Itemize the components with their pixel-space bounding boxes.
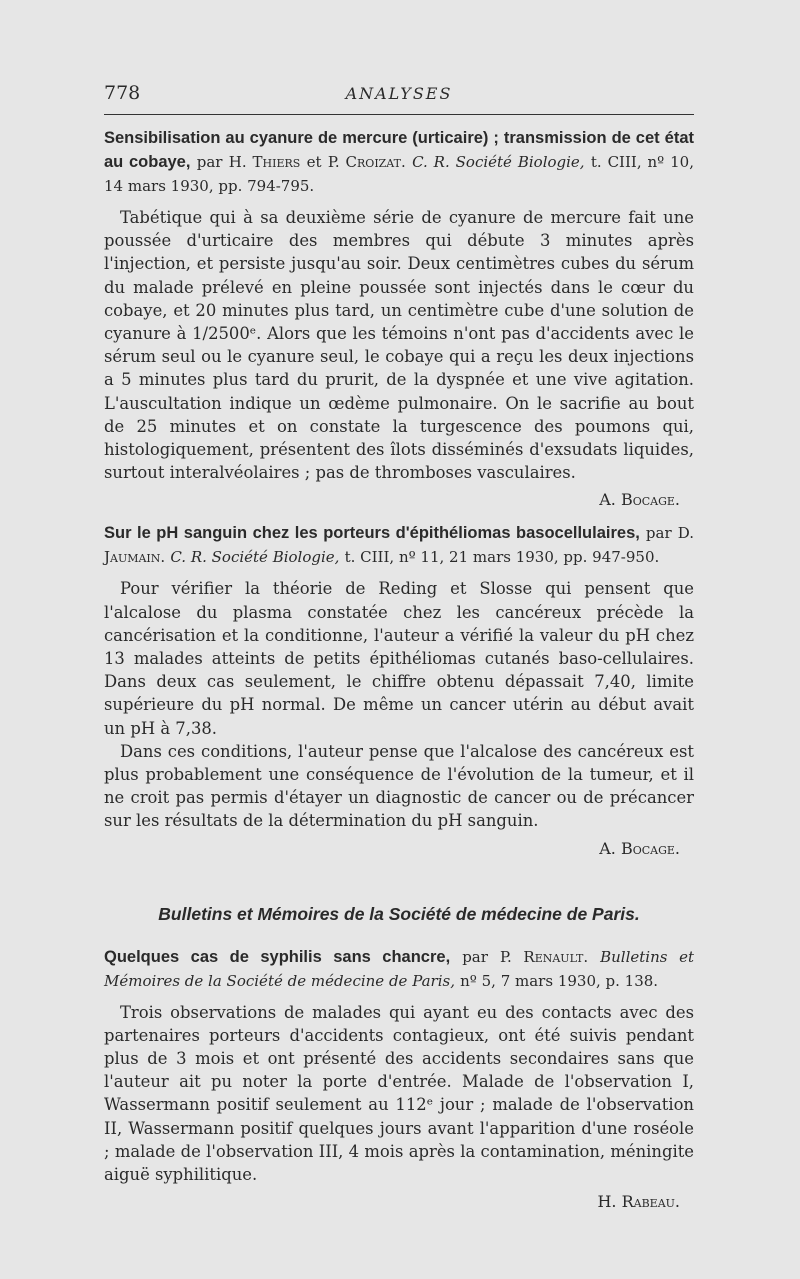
section-heading: Bulletins et Mémoires de la Société de médecine de Paris.: [158, 903, 640, 924]
citation: t. CIII, nº 11, 21 mars 1930, pp. 947-950.: [344, 548, 660, 567]
article-title: Quelques cas de syphilis sans chancre,: [104, 947, 451, 966]
journal: C. R. Société Biologie,: [170, 548, 340, 567]
article-heading: Quelques cas de syphilis sans chancre, par P. Renault. Bulletins et Mémoires de la Société de médecine de Paris, nº 5, 7 mars 1930, p. 138.: [104, 947, 695, 990]
running-title: ANALYSES: [345, 84, 453, 103]
page-number: 778: [104, 82, 141, 104]
article-title: Sur le pH sanguin chez les porteurs d'épithéliomas basocellulaires,: [104, 524, 640, 543]
citation: t. CIII, nº 10, 14 mars 1930, pp. 794-795.: [104, 153, 694, 195]
header-rule: [104, 114, 694, 115]
journal: C. R. Société Biologie,: [412, 153, 585, 171]
article-title: Sensibilisation au cyanure de mercure (urticaire) ; transmission de cet état au cobaye,: [104, 129, 694, 171]
author: P. Croizat.: [327, 153, 406, 171]
page-content: [104, 126, 694, 1213]
article-syphilis: [104, 945, 694, 1214]
article-body: Trois observations de malades qui ayant eu des contacts avec des partenaires porteurs d'accidents contagieux, ont été suivis pendant plus de 3 mois et ont présenté des accidents secondaires sans que l'auteur ait pu noter la porte d'entrée. Malade de l'observation I, Wassermann positif seulement au 112ᵉ jour ; malade de l'observation II, Wassermann positif quelques jours avant l'apparition d'une roséole ; malade de l'observation III, 4 mois après la contamination, méningite aiguë syphilitique.: [104, 1002, 694, 1185]
article-body: Pour vérifier la théorie de Reding et Slosse qui pensent que l'alcalose du plasma constatée chez les cancéreux précède la cancérisation et la conditionne, l'auteur a vérifié la valeur du pH chez 13 malades atteints de petits épithéliomas cutanés baso-cellulaires. Dans deux cas seulement, le chiffre obtenu dépassait 7,40, limite supérieure du pH normal. De même un cancer utérin au début avait un pH à 7,38.: [104, 579, 694, 738]
article-body: Tabétique qui à sa deuxième série de cyanure de mercure fait une poussée d'urticaire des membres qui débute 3 minutes après l'injection, et persiste jusqu'au soir. Deux centimètres cubes du sérum du malade prélevé en pleine poussée sont injectés dans le cœur du cobaye, et 20 minutes plus tard, un centimètre cube d'une solution de cyanure à 1/2500ᵉ. Alors que les témoins n'ont pas d'accidents avec le sérum seul ou le cyanure seul, le cobaye qui a reçu les deux injections a 5 minutes plus tard du prurit, de la dyspnée et une vive agitation. L'auscultation indique un œdème pulmonaire. On le sacrifie au bout de 25 minutes et on constate la turgescence des poumons qui, histologiquement, présentent des îlots disséminés d'exsudats liquides, surtout interalvéolaires ; pas de thromboses vasculaires.: [104, 208, 694, 483]
page-header: [104, 82, 694, 112]
article-heading: Sensibilisation au cyanure de mercure (urticaire) ; transmission de cet état au cobaye, par H. Thiers et P. Croizat. C. R. Société Biologie, t. CIII, nº 10, 14 mars 1930, pp. 794-795.: [104, 129, 694, 195]
article-ph-sanguin: [104, 521, 694, 859]
author: P. Renault.: [499, 947, 589, 966]
journal: Bulletins et Mémoires de la Société de médecine de Paris,: [104, 947, 695, 990]
article-cyanure: [104, 126, 694, 511]
citation: nº 5, 7 mars 1930, p. 138.: [460, 971, 659, 990]
signature: A. Bocage.: [599, 490, 680, 510]
article-body: Dans ces conditions, l'auteur pense que l'alcalose des cancéreux est plus probablement une conséquence de l'évolution de la tumeur, et il ne croit pas permis d'étayer un diagnostic de cancer ou de précancer sur les résultats de la détermination du pH sanguin.: [104, 741, 694, 831]
author: H. Thiers: [228, 153, 301, 171]
article-heading: Sur le pH sanguin chez les porteurs d'épithéliomas basocellulaires, par D. Jaumain. C. R. Société Biologie, t. CIII, nº 11, 21 mars 1930, pp. 947-950.: [104, 524, 694, 567]
author: D. Jaumain.: [104, 524, 694, 567]
signature: A. Bocage.: [599, 838, 680, 858]
signature: H. Rabeau.: [597, 1192, 680, 1212]
